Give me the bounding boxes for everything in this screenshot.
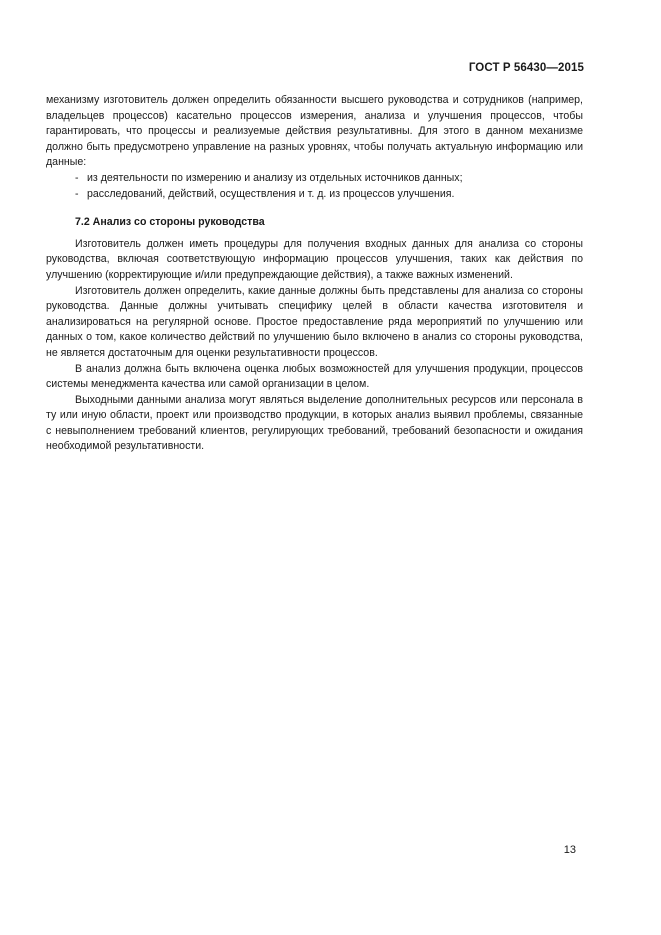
standard-designation: ГОСТ Р 56430—2015	[468, 62, 584, 74]
list-item	[46, 187, 583, 203]
bullet-list	[46, 171, 583, 202]
section-paragraph: В анализ должна быть включена оценка любых возможностей для улучшения продукции, процессов системы менеджмента качества или самой организации в целом.	[46, 362, 583, 391]
section-paragraph: Выходными данными анализа могут являться выделение дополнительных ресурсов или персонала в ту или иную области, проект или производство продукции, в которых анализ выявил проблемы, связанные с невыполнением требований клиентов, регулирующих требований, требований безопасности и ожидания необходимой результативности.	[46, 393, 583, 453]
list-dash: -	[75, 187, 79, 200]
list-item-text: из деятельности по измерению и анализу из отдельных источников данных;	[87, 171, 463, 184]
list-item-text: расследований, действий, осуществления и т. д. из процессов улучшения.	[87, 187, 455, 200]
list-item	[46, 171, 583, 187]
list-dash: -	[75, 171, 79, 184]
section-paragraph: Изготовитель должен иметь процедуры для получения входных данных для анализа со стороны руководства, включая соответствующую информацию процессов улучшения, таких как действия по улучшению (корректирующие и/или предупреждающие действия), а также важных изменений.	[46, 237, 583, 281]
section-paragraph: Изготовитель должен определить, какие данные должны быть представлены для анализа со стороны руководства. Данные должны учитывать специфику целей в области качества изготовителя и анализироваться на регулярной основе. Простое предоставление ряда мероприятий по улучшению или данных о том, какое количество действий по улучшению было включено в анализ со стороны руководства, не является достаточным для оценки результативности процессов.	[46, 284, 583, 359]
page-number: 13	[563, 844, 576, 856]
section-heading: 7.2 Анализ со стороны руководства	[75, 216, 265, 229]
page-content	[46, 93, 583, 455]
intro-paragraph: механизму изготовитель должен определить обязанности высшего руководства и сотрудников (например, владельцев процессов) касательно процессов измерения, анализа и улучшения процессов, чтобы гарантировать, что процессы и реализуемые действия результативны. Для этого в данном механизме должно быть предусмотрено управление на разных уровнях, чтобы получать актуальную информацию или данные:	[46, 94, 583, 169]
